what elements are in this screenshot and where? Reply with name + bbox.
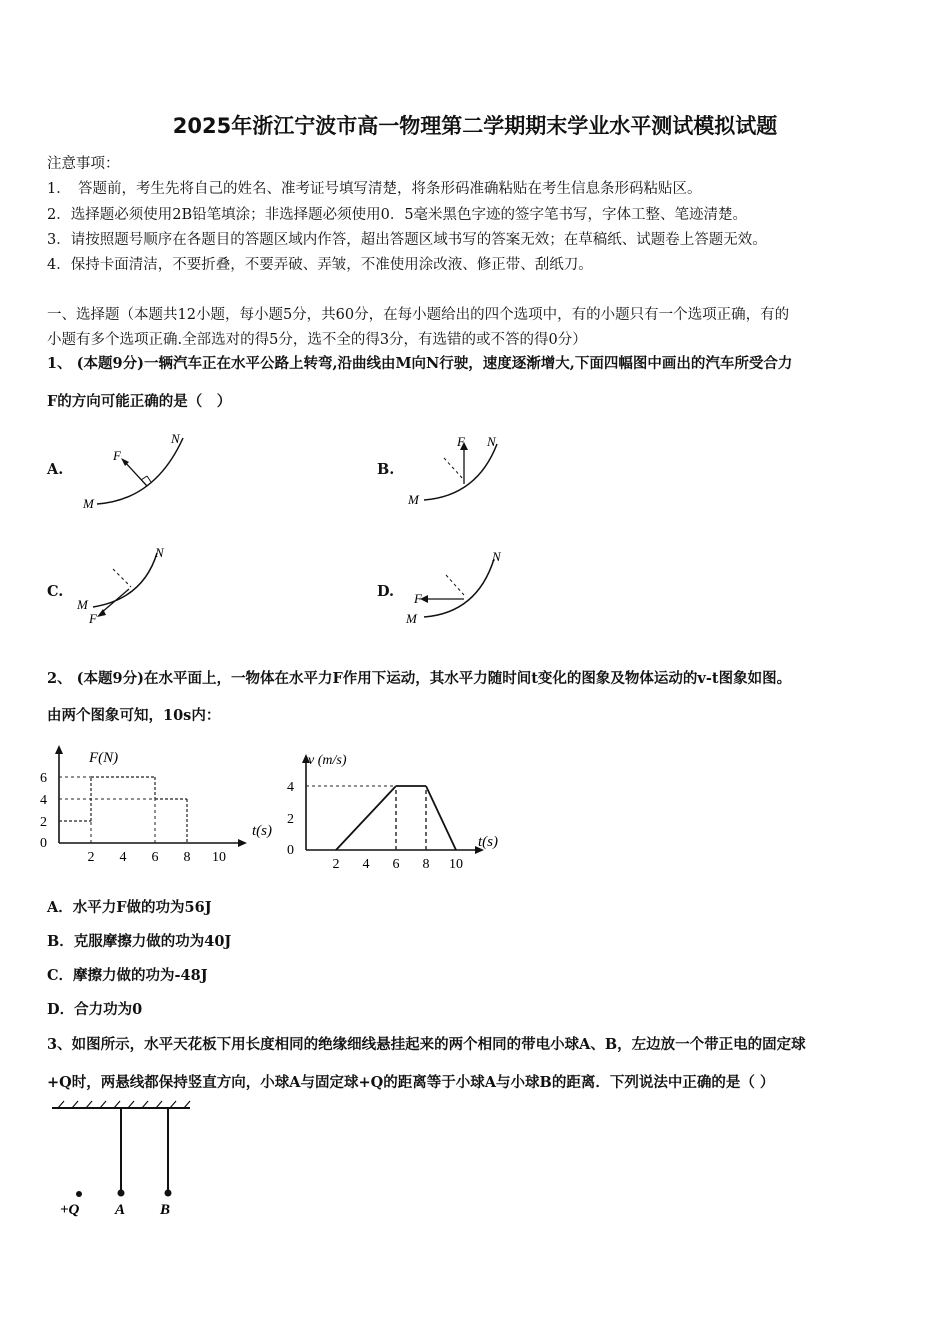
curve-path — [424, 559, 494, 617]
x-tick-label: 6 — [151, 850, 159, 865]
y-tick-label: 4 — [40, 793, 47, 808]
f-label: F — [89, 611, 97, 626]
q2-force-chart — [40, 735, 285, 870]
q1-option-d[interactable]: D. — [377, 583, 395, 600]
q-label: +Q — [60, 1202, 80, 1218]
x-axis-label: t(s) — [478, 834, 498, 850]
ceiling-hatch — [58, 1101, 190, 1108]
q2-text-cont: 由两个图象可知，10s内： — [47, 707, 221, 724]
m-label: M — [77, 597, 88, 612]
force-arrow — [101, 589, 129, 613]
y-tick-label: 2 — [40, 815, 47, 830]
q2-option-a[interactable]: A．水平力F做的功为56J — [47, 899, 212, 916]
q1-option-c[interactable]: C. — [47, 583, 64, 600]
f-label: F — [414, 591, 422, 606]
notice-item: 1． 答题前，考生先将自己的姓名、准考证号填写清楚，将条形码准确粘贴在考生信息条形码粘贴区。 — [47, 181, 702, 197]
q2-velocity-chart — [280, 740, 520, 875]
x-tick-label: 8 — [183, 850, 191, 865]
x-axis-arrow — [238, 839, 247, 847]
notice-item: 2．选择题必须使用2B铅笔填涂；非选择题必须使用0．5毫米黑色字迹的签字笔书写，字体工整、笔迹清楚。 — [47, 207, 748, 223]
axes — [55, 745, 247, 847]
y-axis-label: F(N) — [89, 750, 119, 766]
curve-path — [424, 444, 497, 500]
y-tick-label: 0 — [40, 836, 47, 851]
b-label: B — [160, 1202, 171, 1218]
q1-option-b[interactable]: B. — [377, 461, 395, 478]
curve-path — [93, 553, 157, 607]
q1-option-a[interactable]: A. — [47, 461, 64, 478]
ball-a — [118, 1190, 125, 1197]
y-tick-label: 4 — [287, 780, 294, 795]
q1-text-cont: F的方向可能正确的是（ ） — [47, 393, 232, 410]
q2-option-b[interactable]: B．克服摩擦力做的功为40J — [47, 933, 232, 950]
m-label: M — [408, 492, 419, 507]
q3-figure — [48, 1096, 208, 1226]
n-label: N — [487, 434, 496, 449]
charge-q — [76, 1191, 82, 1197]
y-tick-label: 0 — [287, 843, 294, 858]
f-label: F — [113, 448, 121, 463]
x-tick-label: 2 — [87, 850, 95, 865]
curve-path — [97, 438, 183, 504]
axes — [302, 754, 484, 854]
m-label: M — [83, 496, 94, 511]
notice-item: 3．请按照题号顺序在各题目的答题区域内作答，超出答题区域书写的答案无效；在草稿纸、试题卷上答题无效。 — [47, 232, 767, 248]
page-title: 2025年浙江宁波市高一物理第二学期期末学业水平测试模拟试题 — [172, 114, 778, 138]
x-axis-label: t(s) — [252, 823, 272, 839]
x-tick-label: 2 — [332, 857, 340, 872]
notice-item: 4．保持卡面清洁，不要折叠，不要弄破、弄皱，不准使用涂改液、修正带、刮纸刀。 — [47, 257, 593, 273]
m-label: M — [406, 611, 417, 626]
n-label: N — [492, 549, 501, 564]
q2-text: 2、 (本题9分)在水平面上，一物体在水平力F作用下运动，其水平力随时间t变化的图象及物体运动的v-t图象如图。 — [47, 670, 792, 687]
notice-heading: 注意事项： — [47, 156, 120, 172]
q2-option-c[interactable]: C．摩擦力做的功为-48J — [47, 967, 208, 984]
marks — [59, 777, 187, 843]
x-tick-label: 8 — [422, 857, 430, 872]
velocity-segment — [336, 786, 396, 850]
tick-labels — [40, 771, 226, 865]
normal-dash — [446, 575, 464, 595]
q1-figure-a — [75, 428, 195, 518]
normal-dash — [113, 569, 131, 587]
n-label: N — [155, 545, 164, 560]
q3-text: 3、如图所示，水平天花板下用长度相同的绝缘细线悬挂起来的两个相同的带电小球A、B，左边放一个带正电的固定球 — [47, 1036, 806, 1053]
x-tick-label: 10 — [212, 850, 226, 865]
x-tick-label: 4 — [119, 850, 127, 865]
y-axis-arrow — [55, 745, 63, 754]
n-label: N — [171, 431, 180, 446]
y-tick-label: 2 — [287, 812, 294, 827]
ball-b — [165, 1190, 172, 1197]
q1-figure-d — [402, 545, 522, 630]
velocity-segment — [426, 786, 456, 850]
q1-figure-b — [402, 428, 522, 518]
q1-figure-c — [75, 545, 195, 630]
a-label: A — [115, 1202, 126, 1218]
x-tick-label: 4 — [362, 857, 370, 872]
tick-labels — [287, 780, 463, 872]
f-label: F — [457, 434, 465, 449]
q1-text: 1、 (本题9分)一辆汽车正在水平公路上转弯,沿曲线由M向N行驶，速度逐渐增大,下面四幅图中画出的汽车所受合力 — [47, 355, 793, 372]
x-tick-label: 10 — [449, 857, 463, 872]
q2-option-d[interactable]: D．合力功为0 — [47, 1001, 143, 1018]
y-tick-label: 6 — [40, 771, 47, 786]
section-heading-cont: 小题有多个选项正确.全部选对的得5分，选不全的得3分，有选错的或不答的得0分） — [47, 332, 587, 348]
marks — [306, 786, 456, 850]
x-tick-label: 6 — [392, 857, 400, 872]
y-axis-label: v (m/s) — [308, 753, 347, 768]
section-heading: 一、选择题（本题共12小题，每小题5分，共60分，在每小题给出的四个选项中，有的小题只有一个选项正确，有的 — [47, 307, 790, 323]
q3-text-cont: +Q时，两悬线都保持竖直方向，小球A与固定球+Q的距离等于小球A与小球B的距离．下列说法中正确的是（ ） — [47, 1074, 775, 1091]
normal-dash — [444, 458, 464, 480]
